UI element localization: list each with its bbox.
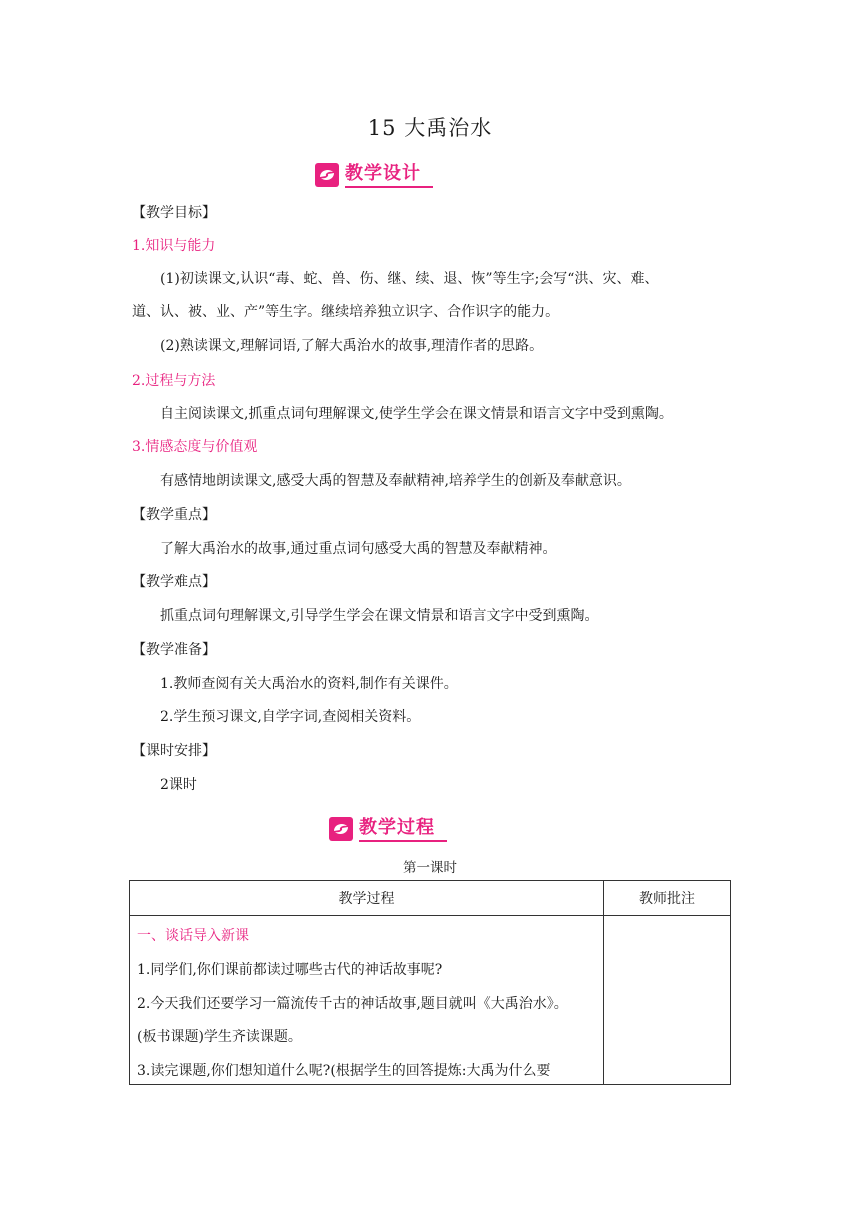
difficulties-paragraph: 抓重点词句理解课文,引导学生学会在课文情景和语言文字中受到熏陶。 xyxy=(160,608,599,624)
page-title: 15 大禹治水 xyxy=(367,116,493,140)
swirl-logo-icon xyxy=(329,817,353,841)
goal1-paragraph-line1: (1)初读课文,认识“毒、蛇、兽、伤、继、续、退、恢”等生字;会写“洪、灾、难、 xyxy=(160,271,659,287)
preparation-label: 【教学准备】 xyxy=(132,642,216,658)
difficulties-label: 【教学难点】 xyxy=(132,574,216,590)
section-banner-process xyxy=(329,814,447,844)
swirl-logo-icon xyxy=(315,163,339,187)
notes-cell xyxy=(604,916,731,1085)
goal1-paragraph-line2: 道、认、被、业、产”等生字。继续培养独立识字、合作识字的能力。 xyxy=(132,304,560,320)
process-cell xyxy=(130,916,604,1085)
key-points-paragraph: 了解大禹治水的故事,通过重点词句感受大禹的智慧及奉献精神。 xyxy=(160,541,557,557)
goal1-paragraph2: (2)熟读课文,理解词语,了解大禹治水的故事,理清作者的思路。 xyxy=(160,338,544,354)
section-banner-design xyxy=(315,160,433,190)
process-table xyxy=(129,880,731,1085)
step-line: 3.读完课题,你们想知道什么呢?(根据学生的回答提炼:大禹为什么要 xyxy=(137,1063,551,1079)
goal2-heading: 2.过程与方法 xyxy=(132,373,216,389)
lesson-label: 第一课时 xyxy=(403,860,457,876)
step-heading: 一、谈话导入新课 xyxy=(137,928,249,944)
step-line: 1.同学们,你们课前都读过哪些古代的神话故事呢? xyxy=(137,962,443,978)
step-line: (板书课题)学生齐读课题。 xyxy=(137,1029,302,1045)
goal3-heading: 3.情感态度与价值观 xyxy=(132,439,258,455)
goals-label: 【教学目标】 xyxy=(132,205,216,221)
goal1-heading: 1.知识与能力 xyxy=(132,238,216,254)
banner-label: 教学设计 xyxy=(345,163,433,188)
schedule-label: 【课时安排】 xyxy=(132,743,216,759)
goal3-paragraph: 有感情地朗读课文,感受大禹的智慧及奉献精神,培养学生的创新及奉献意识。 xyxy=(160,473,631,489)
preparation-item-2: 2.学生预习课文,自学字词,查阅相关资料。 xyxy=(160,709,421,725)
header-teacher-notes: 教师批注 xyxy=(604,881,731,916)
goal2-paragraph: 自主阅读课文,抓重点词句理解课文,使学生学会在课文情景和语言文字中受到熏陶。 xyxy=(160,406,673,422)
schedule-paragraph: 2课时 xyxy=(160,777,197,793)
preparation-item-1: 1.教师查阅有关大禹治水的资料,制作有关课件。 xyxy=(160,676,458,692)
step-line: 2.今天我们还要学习一篇流传千古的神话故事,题目就叫《大禹治水》。 xyxy=(137,996,568,1012)
header-process: 教学过程 xyxy=(130,881,604,916)
key-points-label: 【教学重点】 xyxy=(132,507,216,523)
banner-label: 教学过程 xyxy=(359,817,447,842)
